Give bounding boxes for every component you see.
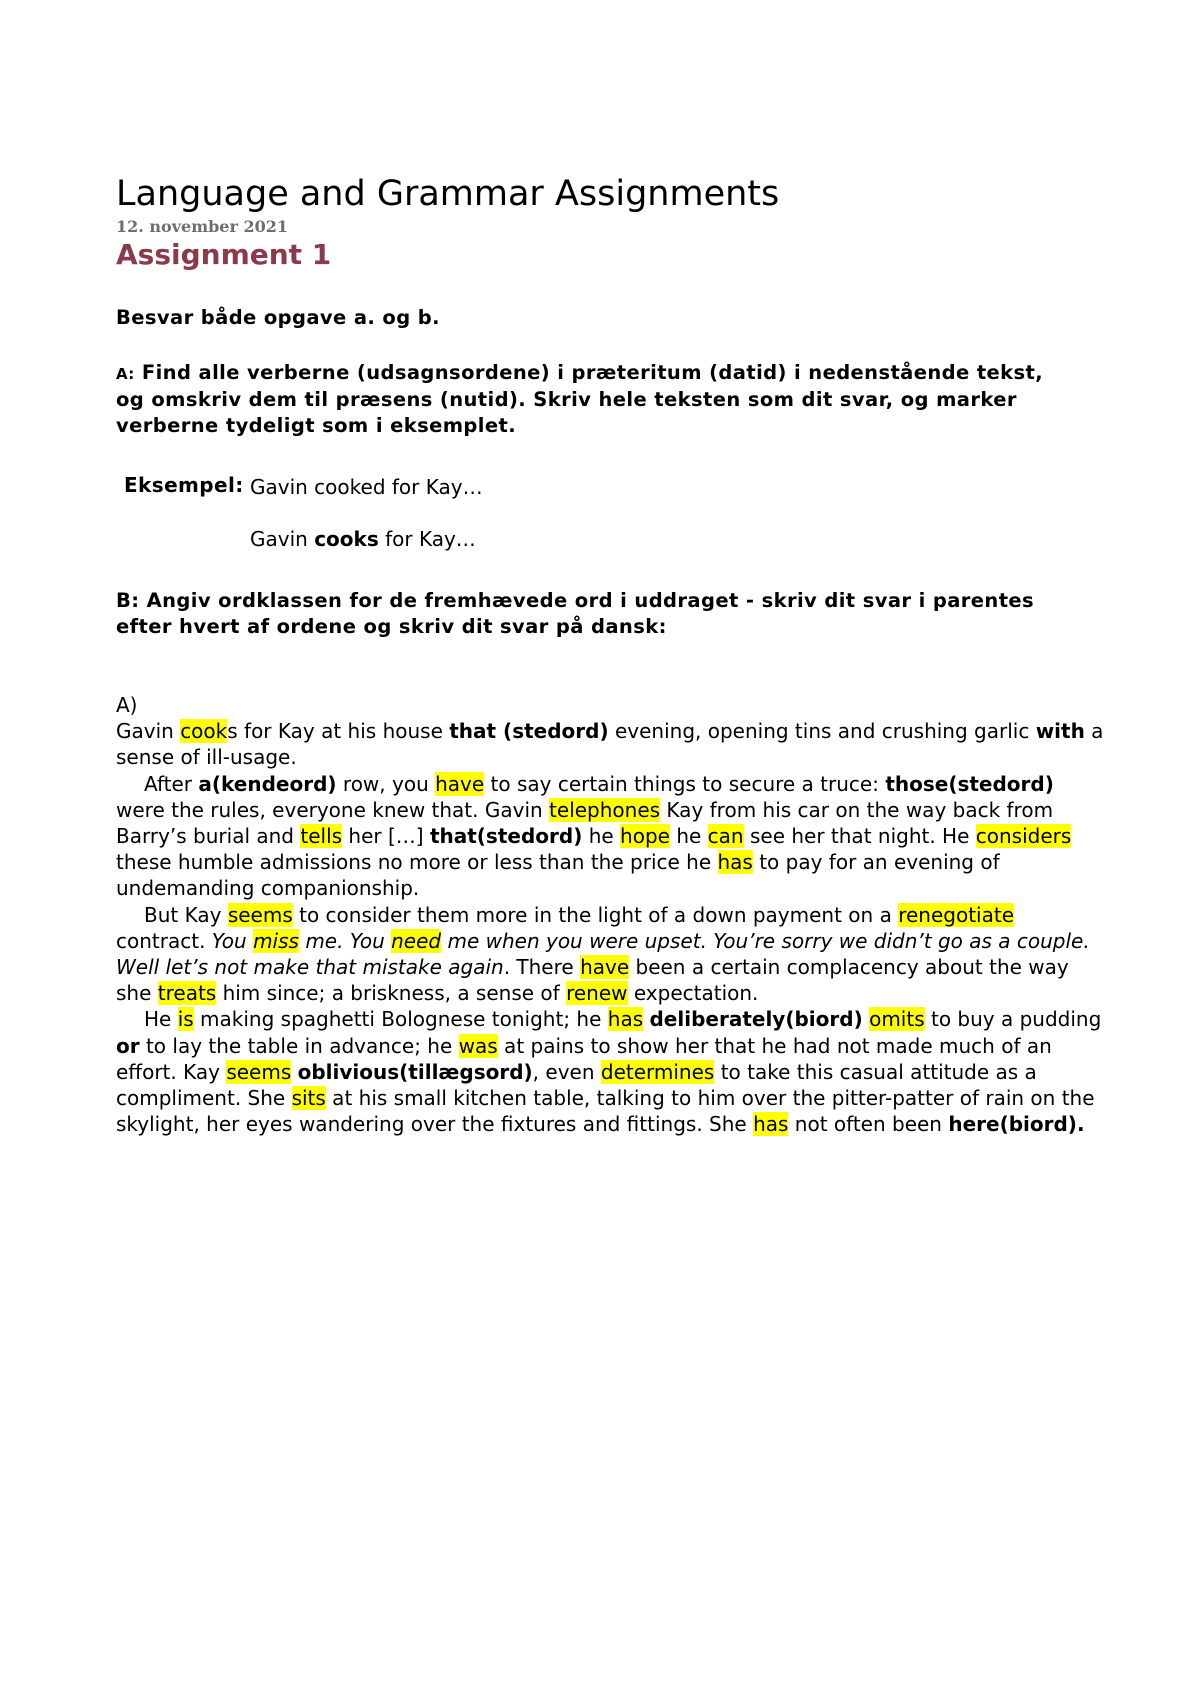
text: expectation. [627, 981, 759, 1006]
example-verb: cooks [314, 527, 379, 551]
document-date: 12. november 2021 [116, 217, 289, 236]
text: to pay for an evening of undemanding companionship. [116, 850, 1000, 901]
text: a sense of ill-usage. [116, 719, 1104, 770]
highlight-verb: have [435, 771, 485, 796]
highlight-verb: need [391, 928, 442, 953]
highlight-verb: miss [253, 928, 299, 953]
text: he [582, 824, 621, 849]
highlight-verb: seems [226, 1059, 292, 1084]
bold-word: oblivious(tillægsord) [297, 1059, 533, 1084]
instruction-a-text: Find alle verberne (udsagnsordene) i præteritum (datid) i nedenstående tekst, og omskriv dem til præsens (nutid). Skriv hele teksten som dit svar, og marker verberne tydeligt som i eksemplet. [116, 361, 1044, 437]
text: these humble admissions no more or less than the price he [116, 850, 718, 875]
bold-word: that (stedord) [449, 719, 609, 744]
bold-word: here(biord). [948, 1112, 1085, 1137]
highlight-verb: treats [157, 981, 217, 1006]
text: to consider them more in the light of a down payment on a [292, 902, 899, 927]
highlight-verb: can [707, 824, 744, 849]
instruction-a [116, 360, 1076, 439]
text: to say certain things to secure a truce: [484, 771, 886, 796]
document-title: Language and Grammar Assignments [116, 174, 780, 214]
text: s for Kay at his house [227, 719, 450, 744]
passage-paragraph-1 [116, 718, 1106, 770]
highlight-verb: has [607, 1007, 644, 1032]
highlight-verb: is [177, 1007, 194, 1032]
example-line-past: Gavin cooked for Kay… [250, 475, 483, 499]
text: row, you [336, 771, 436, 796]
example-text: for Kay… [378, 527, 476, 551]
highlight-verb: have [580, 955, 630, 980]
highlight-verb: renegotiate [898, 902, 1015, 927]
text: at his small kitchen table, talking to him over the pitter-patter of rain on the skylight, her eyes wandering over the fixtures and fittings. She [116, 1086, 1095, 1137]
text: to buy a pudding [924, 1007, 1102, 1032]
instruction-a-lead: A: [116, 365, 135, 383]
text: After [144, 771, 199, 796]
text: been a certain complacency about the way she [116, 955, 1069, 1006]
highlight-verb: was [458, 1033, 498, 1058]
italic-text: me. You [298, 928, 392, 953]
highlight-verb: seems [227, 902, 293, 927]
highlight-verb: tells [300, 824, 343, 849]
text: to lay the table in advance; he [139, 1033, 459, 1058]
text: , even [532, 1059, 601, 1084]
highlight-verb: sits [291, 1086, 326, 1111]
highlight-verb: renew [566, 981, 628, 1006]
passage-label: A) [116, 693, 138, 717]
bold-word: deliberately(biord) [649, 1007, 863, 1032]
example-text: Gavin [250, 527, 315, 551]
assignment-heading: Assignment 1 [116, 238, 332, 271]
text: But Kay [144, 902, 228, 927]
text: He [144, 1007, 178, 1032]
highlight-verb: considers [975, 824, 1072, 849]
passage [116, 692, 1106, 1137]
highlight-verb: has [717, 850, 753, 875]
passage-paragraph-3 [116, 902, 1106, 1007]
text: her […] [342, 824, 430, 849]
text: evening, opening tins and crushing garlic [608, 719, 1036, 744]
bold-word: that(stedord) [429, 824, 583, 849]
text: . There [503, 955, 581, 980]
highlight-verb: determines [600, 1059, 715, 1084]
text: not often been [788, 1112, 949, 1137]
passage-paragraph-2 [116, 771, 1106, 902]
highlight-verb: telephones [549, 797, 661, 822]
passage-paragraph-4 [116, 1006, 1106, 1137]
instruction-b: B: Angiv ordklassen for de fremhævede ord i uddraget - skriv dit svar i parentes efter hvert af ordene og skriv dit svar på dansk: [116, 589, 1035, 638]
italic-text: me when you were upset. You’re sorry we didn’t go as a couple. Well let’s not make that mistake again [116, 928, 1090, 980]
highlight-verb: has [753, 1112, 789, 1137]
text: were the rules, everyone knew that. Gavin [116, 797, 550, 822]
text: to take this casual attitude as a compliment. She [116, 1059, 1037, 1111]
text: see her that night. He [743, 824, 976, 849]
highlight-verb: hope [620, 824, 670, 849]
highlight-verb: cook [180, 719, 228, 744]
bold-word: those(stedord) [885, 771, 1054, 796]
highlight-verb: omits [869, 1007, 925, 1032]
italic-text: You [211, 928, 254, 953]
bold-word: with [1035, 719, 1085, 744]
instruction-main: Besvar både opgave a. og b. [116, 306, 440, 329]
text: at pains to show her that he had not made much of an effort. Kay [116, 1033, 1052, 1084]
text: making spaghetti Bolognese tonight; he [193, 1007, 608, 1032]
bold-word: a(kendeord) [198, 771, 337, 796]
bold-word: or [116, 1033, 140, 1058]
text: contract. [116, 928, 212, 953]
text: Kay from his car on the way back from Barry’s burial and [116, 797, 1054, 849]
example-label: Eksempel: [124, 473, 244, 497]
text: Gavin [116, 719, 181, 744]
example-line-present [250, 526, 476, 552]
text: him since; a briskness, a sense of [216, 981, 567, 1006]
text: he [669, 824, 708, 849]
